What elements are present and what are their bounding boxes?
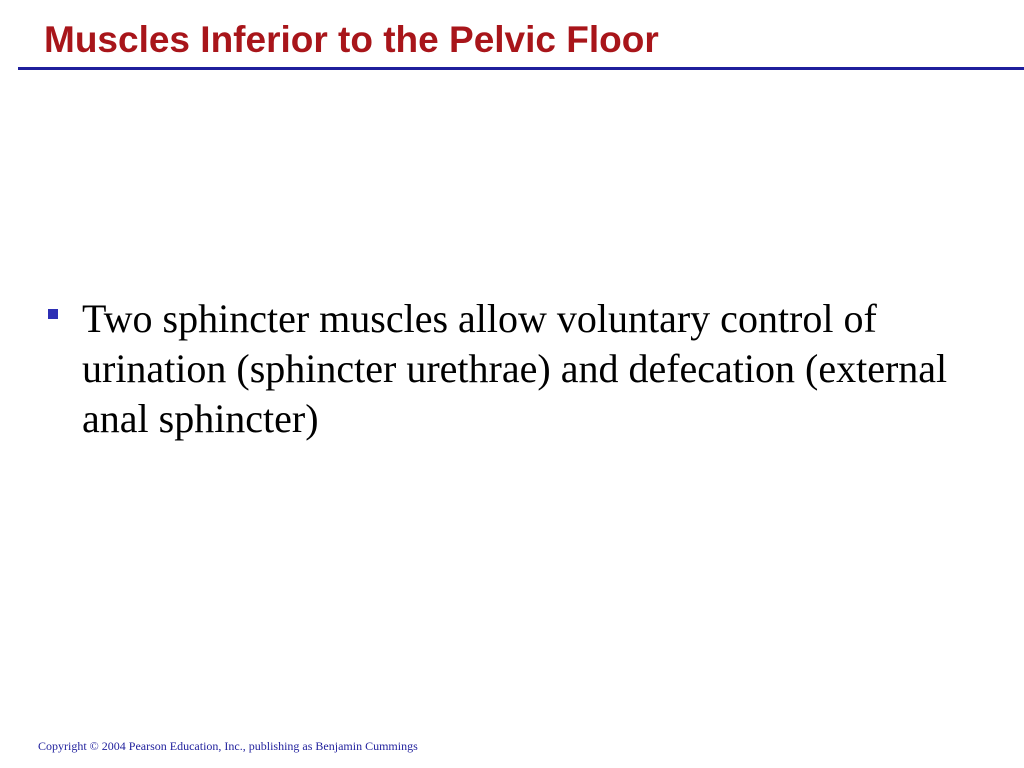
- title-underline: [18, 67, 1024, 70]
- bullet-text: Two sphincter muscles allow voluntary control of urination (sphincter urethrae) and defecation (external anal sphincter): [82, 296, 948, 441]
- copyright-footer: Copyright © 2004 Pearson Education, Inc., publishing as Benjamin Cummings: [38, 739, 418, 753]
- slide-title: Muscles Inferior to the Pelvic Floor: [44, 19, 659, 60]
- square-bullet-icon: [48, 309, 58, 319]
- bullet-item: [46, 294, 966, 444]
- bullet-list: [46, 294, 966, 444]
